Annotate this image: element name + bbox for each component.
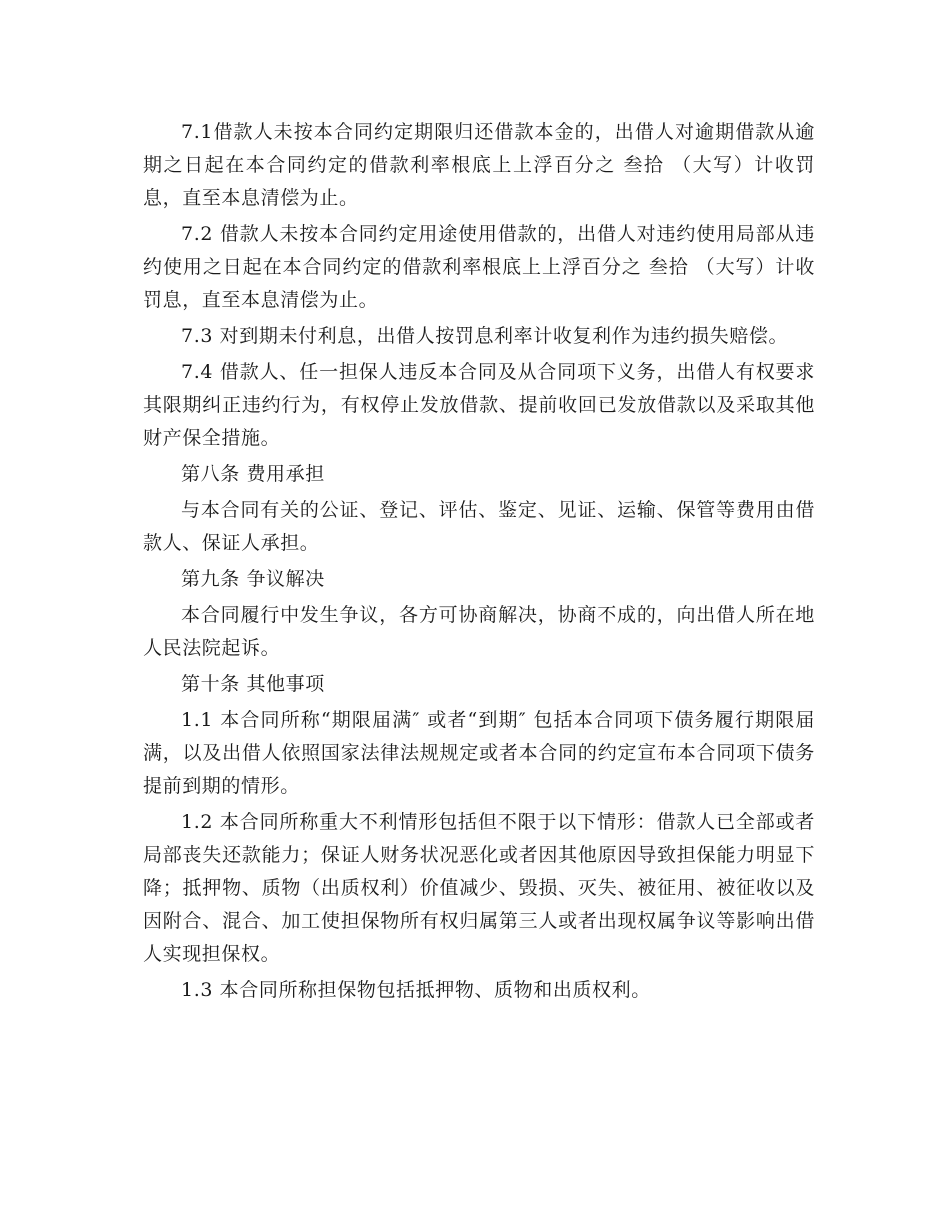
clause-1-2-paragraph: 1.2 本合同所称重大不利情形包括但不限于以下情形：借款人已全部或者局部丧失还款能力；保证人财务状况恶化或者因其他原因导致担保能力明显下降；抵押物、质物（出质权利）价值减少、毁损、灭失、被征用、被征收以及因附合、混合、加工使担保物所有权归属第三人或者出现权属争议等影响出借人实现担保权。 (143, 811, 815, 965)
document-body (143, 116, 815, 1010)
article-9-paragraph: 本合同履行中发生争议，各方可协商解决，协商不成的，向出借人所在地人民法院起诉。 (143, 604, 815, 659)
clause-7-4-paragraph: 7.4 借款人、任一担保人违反本合同及从合同项下义务，出借人有权要求其限期纠正违约行为，有权停止发放借款、提前收回已发放借款以及采取其他财产保全措施。 (143, 361, 815, 449)
clause-7-3-paragraph: 7.3 对到期未付利息，出借人按罚息利率计收复利作为违约损失赔偿。 (181, 325, 789, 347)
clause-7-2-paragraph: 7.2 借款人未按本合同约定用途使用借款的，出借人对违约使用局部从违约使用之日起在本合同约定的借款利率根底上上浮百分之 叁拾 （大写）计收罚息，直至本息清偿为止。 (143, 223, 815, 311)
article-9-heading: 第九条 争议解决 (181, 568, 325, 590)
clause-1-3-paragraph: 1.3 本合同所称担保物包括抵押物、质物和出质权利。 (181, 979, 651, 1001)
clause-7-1-paragraph: 7.1借款人未按本合同约定期限归还借款本金的，出借人对逾期借款从逾期之日起在本合同约定的借款利率根底上上浮百分之 叁拾 （大写）计收罚息，直至本息清偿为止。 (143, 121, 815, 209)
clause-1-1-paragraph: 1.1 本合同所称“期限届满″ 或者“到期″ 包括本合同项下债务履行期限届满，以及出借人依照国家法律法规规定或者本合同的约定宣布本合同项下债务提前到期的情形。 (143, 709, 815, 797)
article-10-heading: 第十条 其他事项 (181, 673, 325, 695)
article-8-paragraph: 与本合同有关的公证、登记、评估、鉴定、见证、运输、保管等费用由借款人、保证人承担。 (143, 499, 815, 554)
article-8-heading: 第八条 费用承担 (181, 463, 325, 485)
